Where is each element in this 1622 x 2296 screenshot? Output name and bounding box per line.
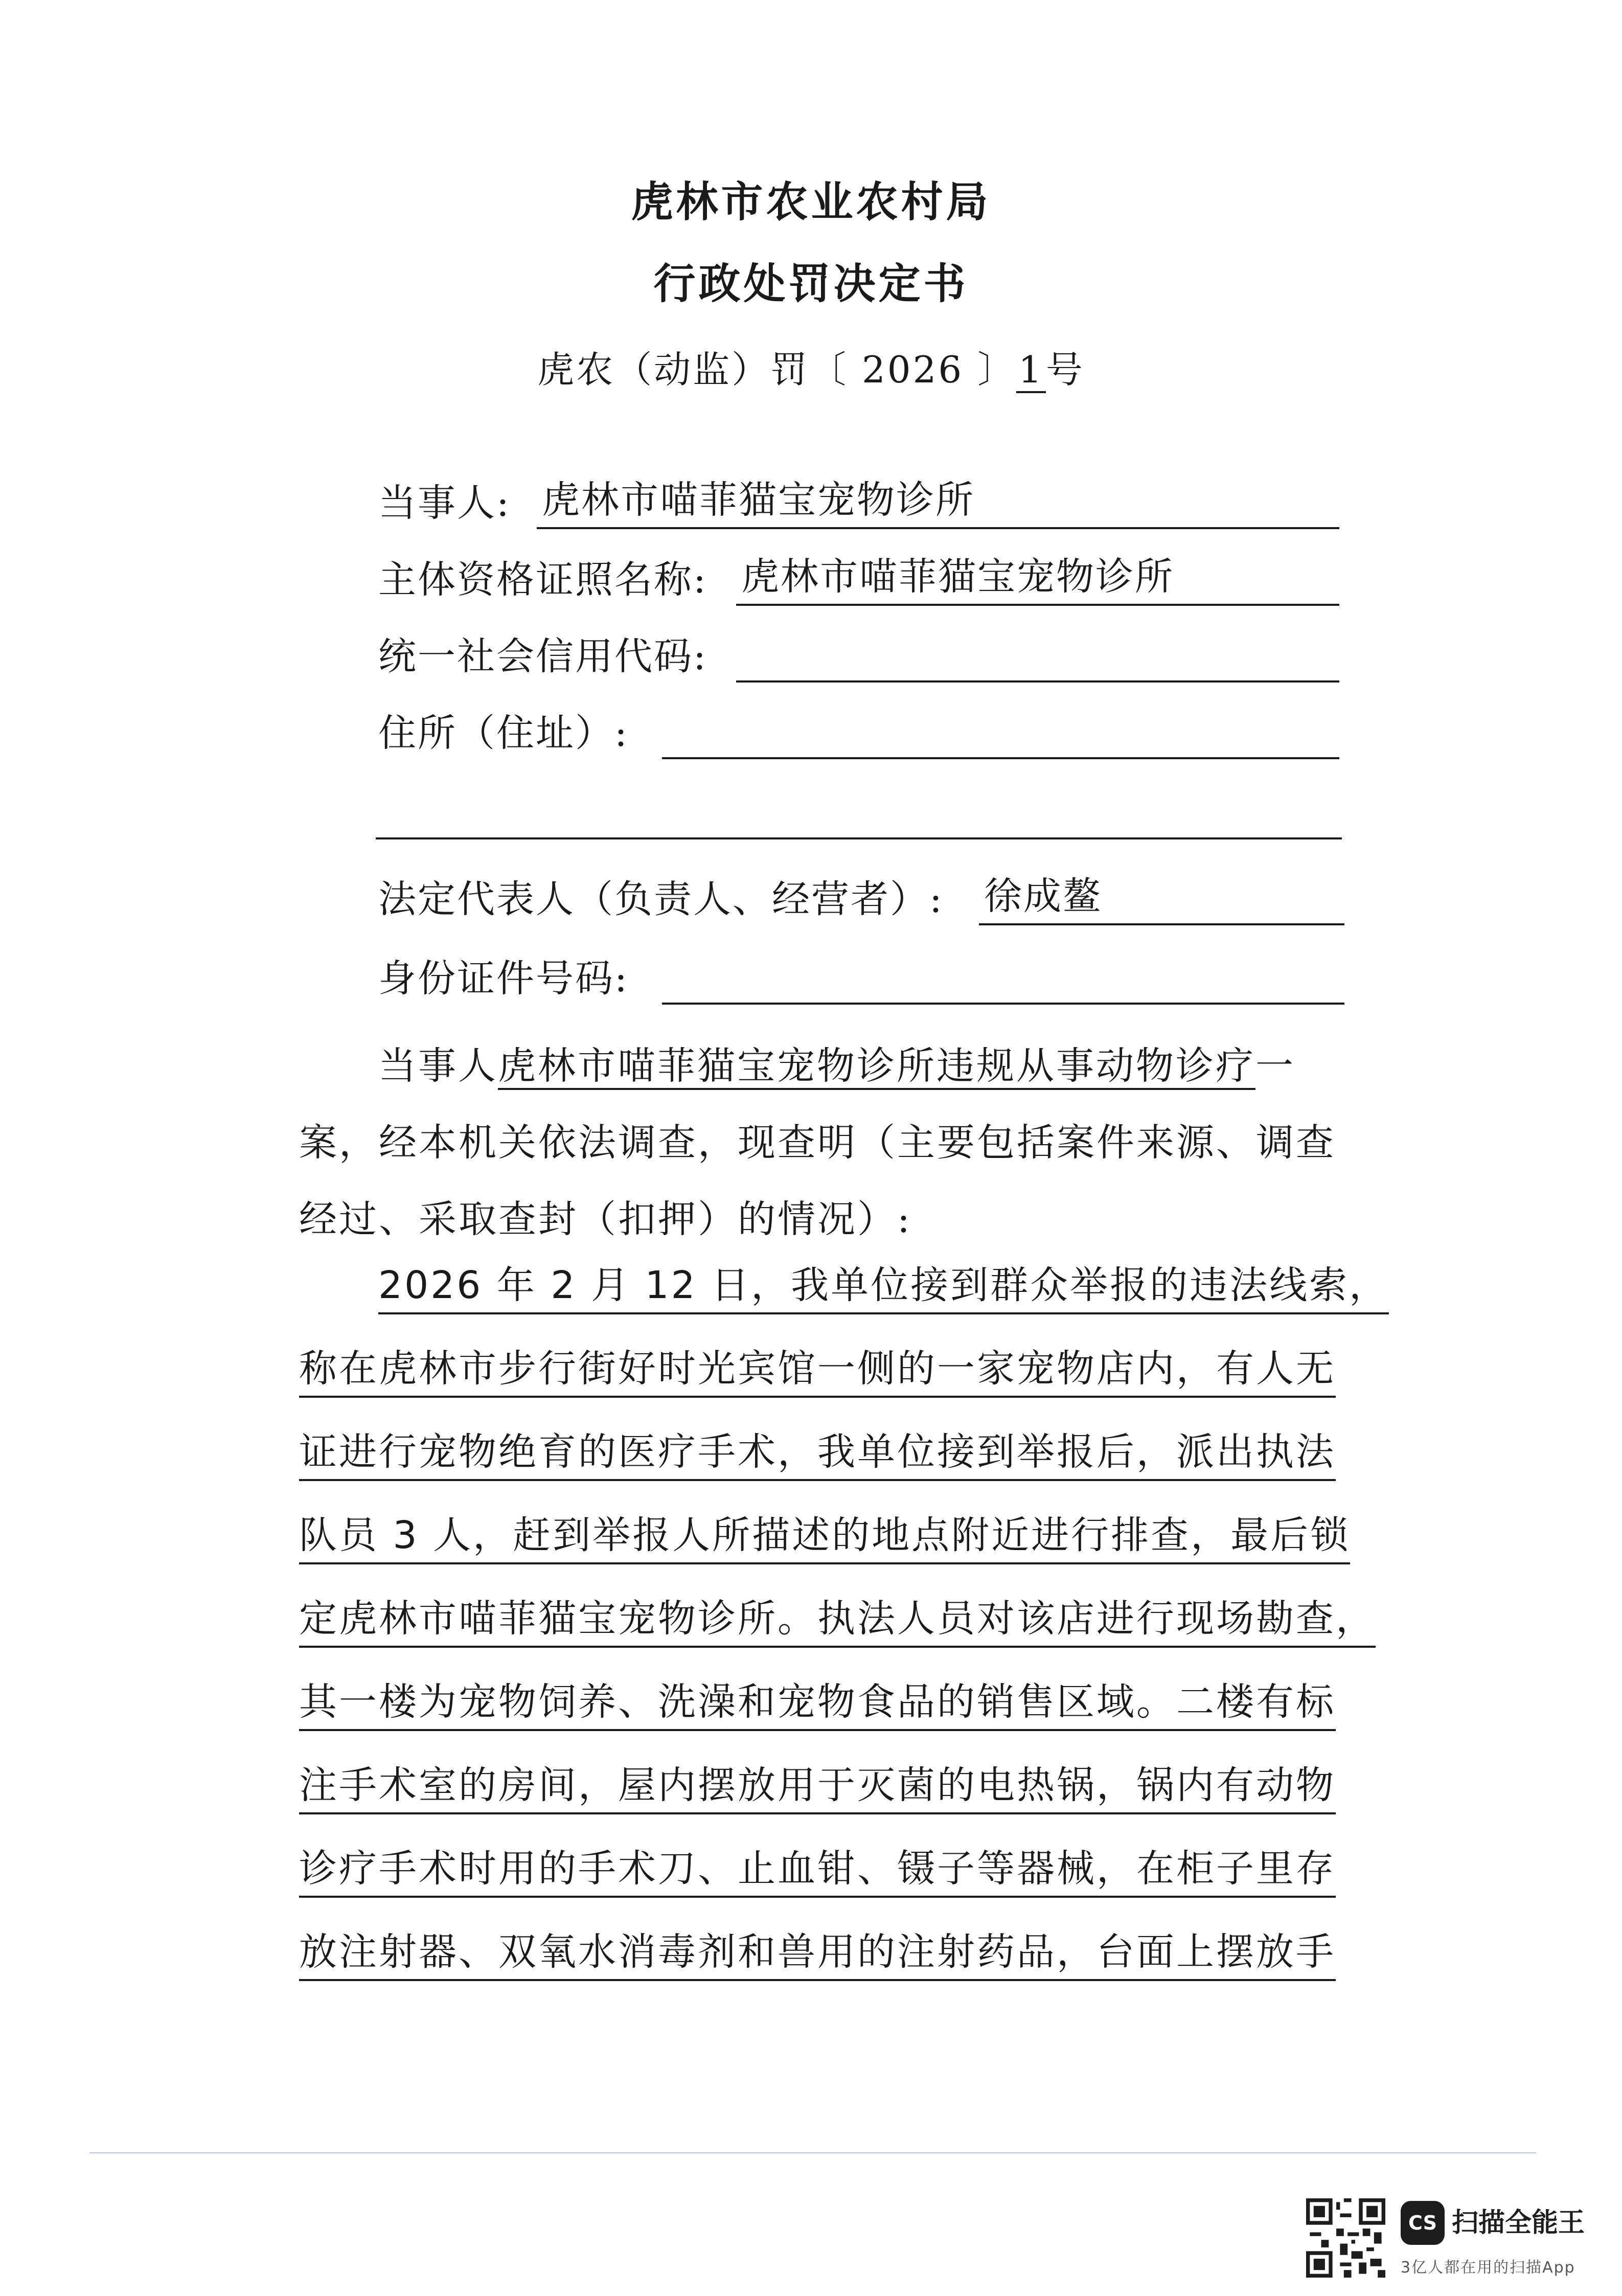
facts-line: [299, 1422, 1362, 1505]
doc-number-prefix: 虎农（动监）罚〔 2026 〕: [537, 348, 1017, 391]
camscanner-logo: CS: [1401, 2201, 1445, 2245]
qr-code-icon: [1306, 2198, 1385, 2278]
address-value-line: [662, 706, 1339, 759]
party-field: [378, 473, 1339, 529]
facts-line-text: 定虎林市喵菲猫宝宠物诊所。执法人员对该店进行现场勘查，: [299, 1597, 1376, 1648]
party-label: 当事人:: [378, 481, 511, 525]
facts-line: [299, 1838, 1362, 1922]
party-value: 虎林市喵菲猫宝宠物诊所: [542, 478, 975, 522]
scanner-brand-name: 扫描全能王: [1452, 2208, 1585, 2238]
document-number: [0, 340, 1622, 393]
facts-line-text: 队员 3 人，赶到举报人所描述的地点附近进行排查，最后锁: [299, 1513, 1350, 1564]
facts-line-text: 放注射器、双氧水消毒剂和兽用的注射药品，台面上摆放手: [299, 1930, 1336, 1981]
legal-rep-value-line: [979, 872, 1344, 925]
facts-line: [299, 1755, 1362, 1838]
id-number-value-line: [662, 951, 1344, 1005]
credit-code-label: 统一社会信用代码:: [378, 634, 707, 678]
footer-divider: [89, 2152, 1536, 2153]
facts-line: [299, 1672, 1362, 1755]
id-number-field: [378, 948, 1344, 1005]
legal-rep-label: 法定代表人（负责人、经营者）:: [378, 877, 944, 921]
facts-line-text: 注手术室的房间，屋内摆放用于灭菌的电热锅，锅内有动物: [299, 1763, 1336, 1814]
id-number-label: 身份证件号码:: [378, 957, 629, 1001]
document-title: 行政处罚决定书: [653, 259, 969, 308]
party-value-line: [537, 476, 1339, 529]
facts-line: [299, 1505, 1362, 1588]
scanner-tagline: 3亿人都在用的扫描App: [1401, 2259, 1575, 2277]
legal-rep-field: [378, 869, 1344, 925]
credit-code-field: [378, 626, 1339, 683]
intro-rest: 一案，经本机关依法调查，现查明（主要包括案件来源、调查经过、采取查封（扣押）的情况）:: [299, 1044, 1336, 1241]
facts-line-text: 其一楼为宠物饲养、洗澡和宠物食品的销售区域。二楼有标: [299, 1680, 1336, 1731]
address-continuation-line: [376, 837, 1342, 839]
doc-number-suffix: 号: [1045, 348, 1085, 391]
address-field: [378, 703, 1339, 759]
facts-line: [299, 1255, 1389, 1338]
facts-line: [299, 1338, 1362, 1422]
facts-line-text: 证进行宠物绝育的医疗手术，我单位接到举报后，派出执法: [299, 1430, 1336, 1481]
intro-paragraph: [299, 1028, 1352, 1258]
facts-line: [299, 1588, 1376, 1672]
license-name-label: 主体资格证照名称:: [378, 558, 707, 602]
facts-line: [299, 1922, 1362, 2005]
facts-line-text: 称在虎林市步行街好时光宾馆一侧的一家宠物店内，有人无: [299, 1347, 1336, 1398]
intro-case: 虎林市喵菲猫宝宠物诊所违规从事动物诊疗: [498, 1044, 1255, 1090]
license-name-value: 虎林市喵菲猫宝宠物诊所: [741, 555, 1174, 599]
license-name-field: [378, 550, 1339, 606]
facts-paragraph: [299, 1255, 1389, 2005]
agency-title: 虎林市农业农村局: [631, 177, 991, 226]
legal-rep-value: 徐成鳌: [984, 874, 1102, 918]
address-label: 住所（住址）:: [378, 711, 629, 755]
doc-number-serial: 1: [1016, 348, 1046, 393]
facts-line-text: 2026 年 2 月 12 日，我单位接到群众举报的违法线索，: [378, 1263, 1389, 1314]
facts-line-text: 诊疗手术时用的手术刀、止血钳、镊子等器械，在柜子里存: [299, 1847, 1336, 1898]
intro-lead: 当事人: [378, 1044, 498, 1088]
license-name-value-line: [736, 553, 1339, 606]
credit-code-value-line: [736, 629, 1339, 683]
